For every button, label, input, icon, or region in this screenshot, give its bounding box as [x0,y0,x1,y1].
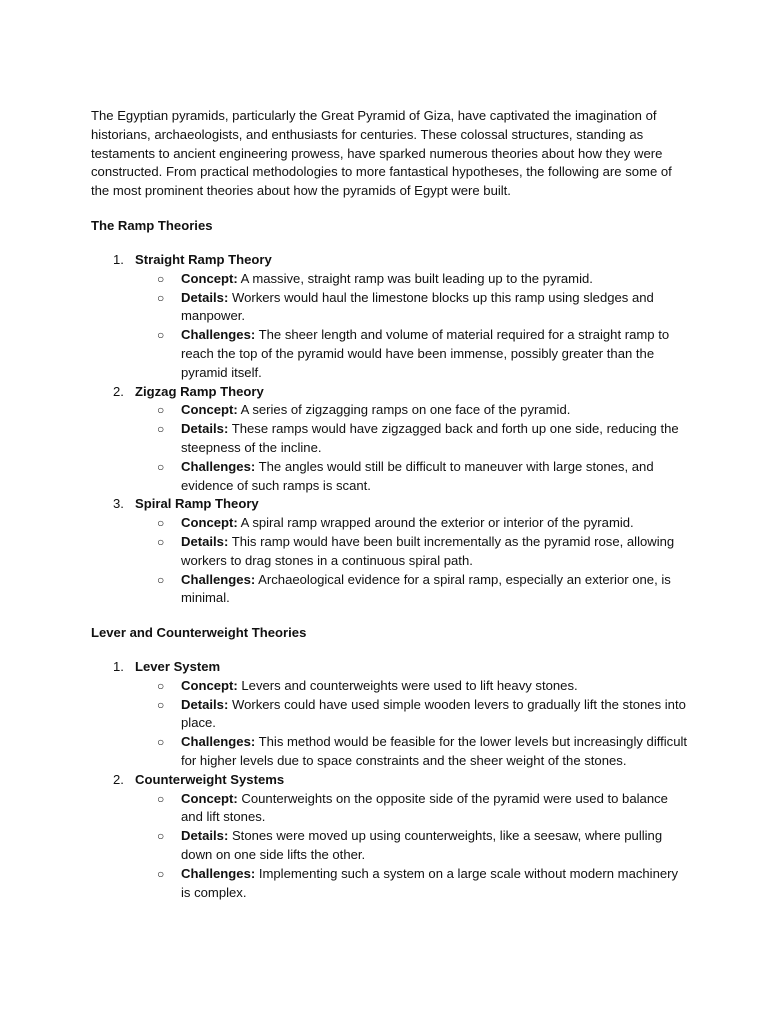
point-text: A series of zigzagging ramps on one face of the pyramid. [240,402,571,418]
theory-point [135,514,691,533]
hollow-circle-bullet-icon: ○ [157,697,165,712]
theory-point [135,289,691,327]
document-sections [91,217,691,903]
theory-item [91,383,691,496]
point-label: Details: [181,533,229,549]
theory-point [135,533,691,571]
point-text: A massive, straight ramp was built leading up to the pyramid. [240,270,593,286]
theory-item [91,658,691,771]
theory-title: Spiral Ramp Theory [135,496,259,512]
hollow-circle-bullet-icon: ○ [157,422,165,437]
point-text: These ramps would have zigzagged back and forth up one side, reducing the steepness of the incline. [181,421,679,455]
point-label: Details: [181,828,229,844]
hollow-circle-bullet-icon: ○ [157,516,165,531]
point-text: This ramp would have been built incrementally as the pyramid rose, allowing workers to drag stones in a continuous spiral path. [181,533,675,568]
intro-paragraph: The Egyptian pyramids, particularly the Great Pyramid of Giza, have captivated the imagination of historians, archaeologists, and enthusiasts for centuries. These colossal structures, standing as testaments to ancient engineering prowess, have sparked numerous theories about how they were constructed. From practical methodologies to more fantastical hypotheses, the following are some of the most prominent theories about how the pyramids of Egypt were built. [91,108,672,199]
point-text: A spiral ramp wrapped around the exterior or interior of the pyramid. [240,515,634,531]
theory-points [135,270,691,383]
hollow-circle-bullet-icon: ○ [157,290,165,305]
theory-point [135,733,691,771]
point-label: Challenges: [181,327,256,343]
point-label: Challenges: [181,458,256,474]
section-heading: The Ramp Theories [91,217,213,233]
theory-title: Straight Ramp Theory [135,251,272,267]
point-text: Counterweights on the opposite side of the pyramid were used to balance and lift stones. [181,790,668,825]
hollow-circle-bullet-icon: ○ [157,534,165,549]
point-text: Archaeological evidence for a spiral ramp, especially an exterior one, is minimal. [181,571,671,606]
theory-point [135,270,691,289]
hollow-circle-bullet-icon: ○ [157,678,165,693]
theory-points [135,401,691,495]
theory-number: 2. [113,383,124,399]
point-text: Implementing such a system on a large scale without modern machinery is complex. [181,865,679,900]
theory-point [135,326,691,382]
point-text: Levers and counterweights were used to lift heavy stones. [241,677,578,693]
hollow-circle-bullet-icon: ○ [157,791,165,806]
theory-point [135,420,691,458]
theory-point [135,401,691,420]
theory-points [135,514,691,608]
point-label: Details: [181,696,229,712]
hollow-circle-bullet-icon: ○ [157,459,165,474]
theory-point [135,458,691,496]
hollow-circle-bullet-icon: ○ [157,866,165,881]
theory-item [91,251,691,383]
theory-point [135,790,691,828]
hollow-circle-bullet-icon: ○ [157,403,165,418]
point-label: Challenges: [181,865,256,881]
theory-points [135,790,691,903]
point-label: Concept: [181,402,238,418]
theory-number: 3. [113,496,124,512]
point-text: This method would be feasible for the lower levels but increasingly difficult for higher levels due to space constraints and the sheer weight of the stones. [181,734,688,769]
theory-point [135,571,691,609]
theory-item [91,771,691,903]
theory-list [91,251,691,608]
point-text: Workers could have used simple wooden levers to gradually lift the stones into place. [181,696,686,731]
point-text: Workers would haul the limestone blocks up this ramp using sledges and manpower. [181,289,654,324]
section-heading: Lever and Counterweight Theories [91,624,307,640]
theory-title: Counterweight Systems [135,771,285,787]
hollow-circle-bullet-icon: ○ [157,572,165,587]
point-text: The sheer length and volume of material required for a straight ramp to reach the top of the pyramid would have been immense, possibly greater than the pyramid itself. [181,327,670,380]
theory-point [135,677,691,696]
point-label: Concept: [181,677,238,693]
point-label: Challenges: [181,734,256,750]
document-page [91,107,691,902]
theory-number: 1. [113,251,124,267]
theory-point [135,865,691,903]
point-text: The angles would still be difficult to maneuver with large stones, and evidence of such ramps is scant. [181,458,654,493]
theory-title: Zigzag Ramp Theory [135,383,264,399]
theory-list [91,658,691,902]
theory-points [135,677,691,771]
hollow-circle-bullet-icon: ○ [157,271,165,286]
point-label: Challenges: [181,571,256,587]
theory-item [91,495,691,608]
theory-number: 1. [113,659,124,675]
theory-point [135,696,691,734]
point-label: Concept: [181,790,238,806]
point-text: Stones were moved up using counterweights, like a seesaw, where pulling down on one side lifts the other. [181,828,663,863]
hollow-circle-bullet-icon: ○ [157,328,165,343]
theory-number: 2. [113,771,124,787]
point-label: Details: [181,289,229,305]
point-label: Concept: [181,270,238,286]
hollow-circle-bullet-icon: ○ [157,735,165,750]
theory-point [135,827,691,865]
theory-title: Lever System [135,659,221,675]
point-label: Concept: [181,515,238,531]
hollow-circle-bullet-icon: ○ [157,829,165,844]
point-label: Details: [181,421,229,437]
